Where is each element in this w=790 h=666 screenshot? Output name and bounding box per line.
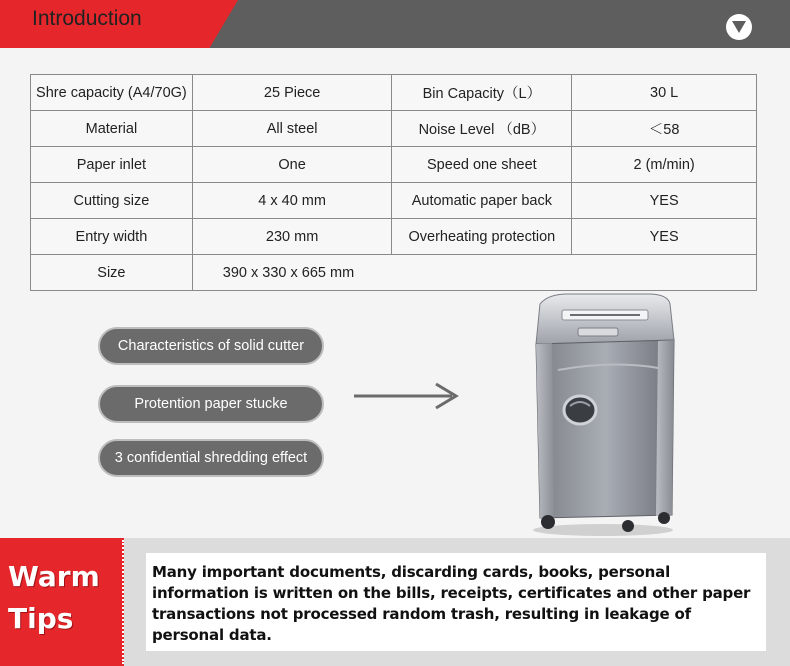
spec-key: Speed one sheet: [392, 147, 572, 183]
tips-text: Many important documents, discarding cards, books, personal information is written on the bills, receipts, certificates and other paper transactions not processed random trash, resulting in leakage of personal data.: [152, 563, 751, 644]
chevron-down-icon[interactable]: [726, 14, 752, 40]
spec-key: Bin Capacity（L）: [392, 75, 572, 111]
spec-value: YES: [572, 219, 757, 255]
section-header: [0, 0, 790, 48]
spec-value: All steel: [192, 111, 392, 147]
tips-title-line2: Tips: [8, 602, 74, 635]
table-row: [31, 147, 757, 183]
spec-value: 30 L: [572, 75, 757, 111]
spec-key: Material: [31, 111, 193, 147]
spec-table: [30, 74, 757, 291]
tips-dotted-edge: [122, 540, 130, 664]
spec-value: YES: [572, 183, 757, 219]
spec-key: Shre capacity (A4/70G): [31, 75, 193, 111]
feature-pill[interactable]: 3 confidential shredding effect: [98, 439, 324, 477]
spec-key: Noise Level （dB）: [392, 111, 572, 147]
spec-value: 390 x 330 x 665 mm: [192, 255, 756, 291]
spec-key: Cutting size: [31, 183, 193, 219]
spec-key: Size: [31, 255, 193, 291]
tips-title-line1: Warm: [8, 560, 100, 593]
shredder-illustration: [518, 290, 688, 538]
spec-key: Overheating protection: [392, 219, 572, 255]
feature-pill[interactable]: Characteristics of solid cutter: [98, 327, 324, 365]
spec-value: ＜58: [572, 111, 757, 147]
spec-value: 4 x 40 mm: [192, 183, 392, 219]
spec-value: 2 (m/min): [572, 147, 757, 183]
table-row: [31, 111, 757, 147]
table-row: [31, 255, 757, 291]
spec-value: 230 mm: [192, 219, 392, 255]
tips-box: [146, 553, 766, 651]
feature-pill[interactable]: Protention paper stucke: [98, 385, 324, 423]
spec-value: One: [192, 147, 392, 183]
spec-value: 25 Piece: [192, 75, 392, 111]
spec-key: Automatic paper back: [392, 183, 572, 219]
table-row: [31, 219, 757, 255]
table-row: [31, 75, 757, 111]
tips-title: [8, 556, 118, 640]
table-row: [31, 183, 757, 219]
header-title: Introduction: [32, 7, 142, 30]
arrow-right-icon: [352, 380, 462, 412]
spec-key: Entry width: [31, 219, 193, 255]
spec-key: Paper inlet: [31, 147, 193, 183]
